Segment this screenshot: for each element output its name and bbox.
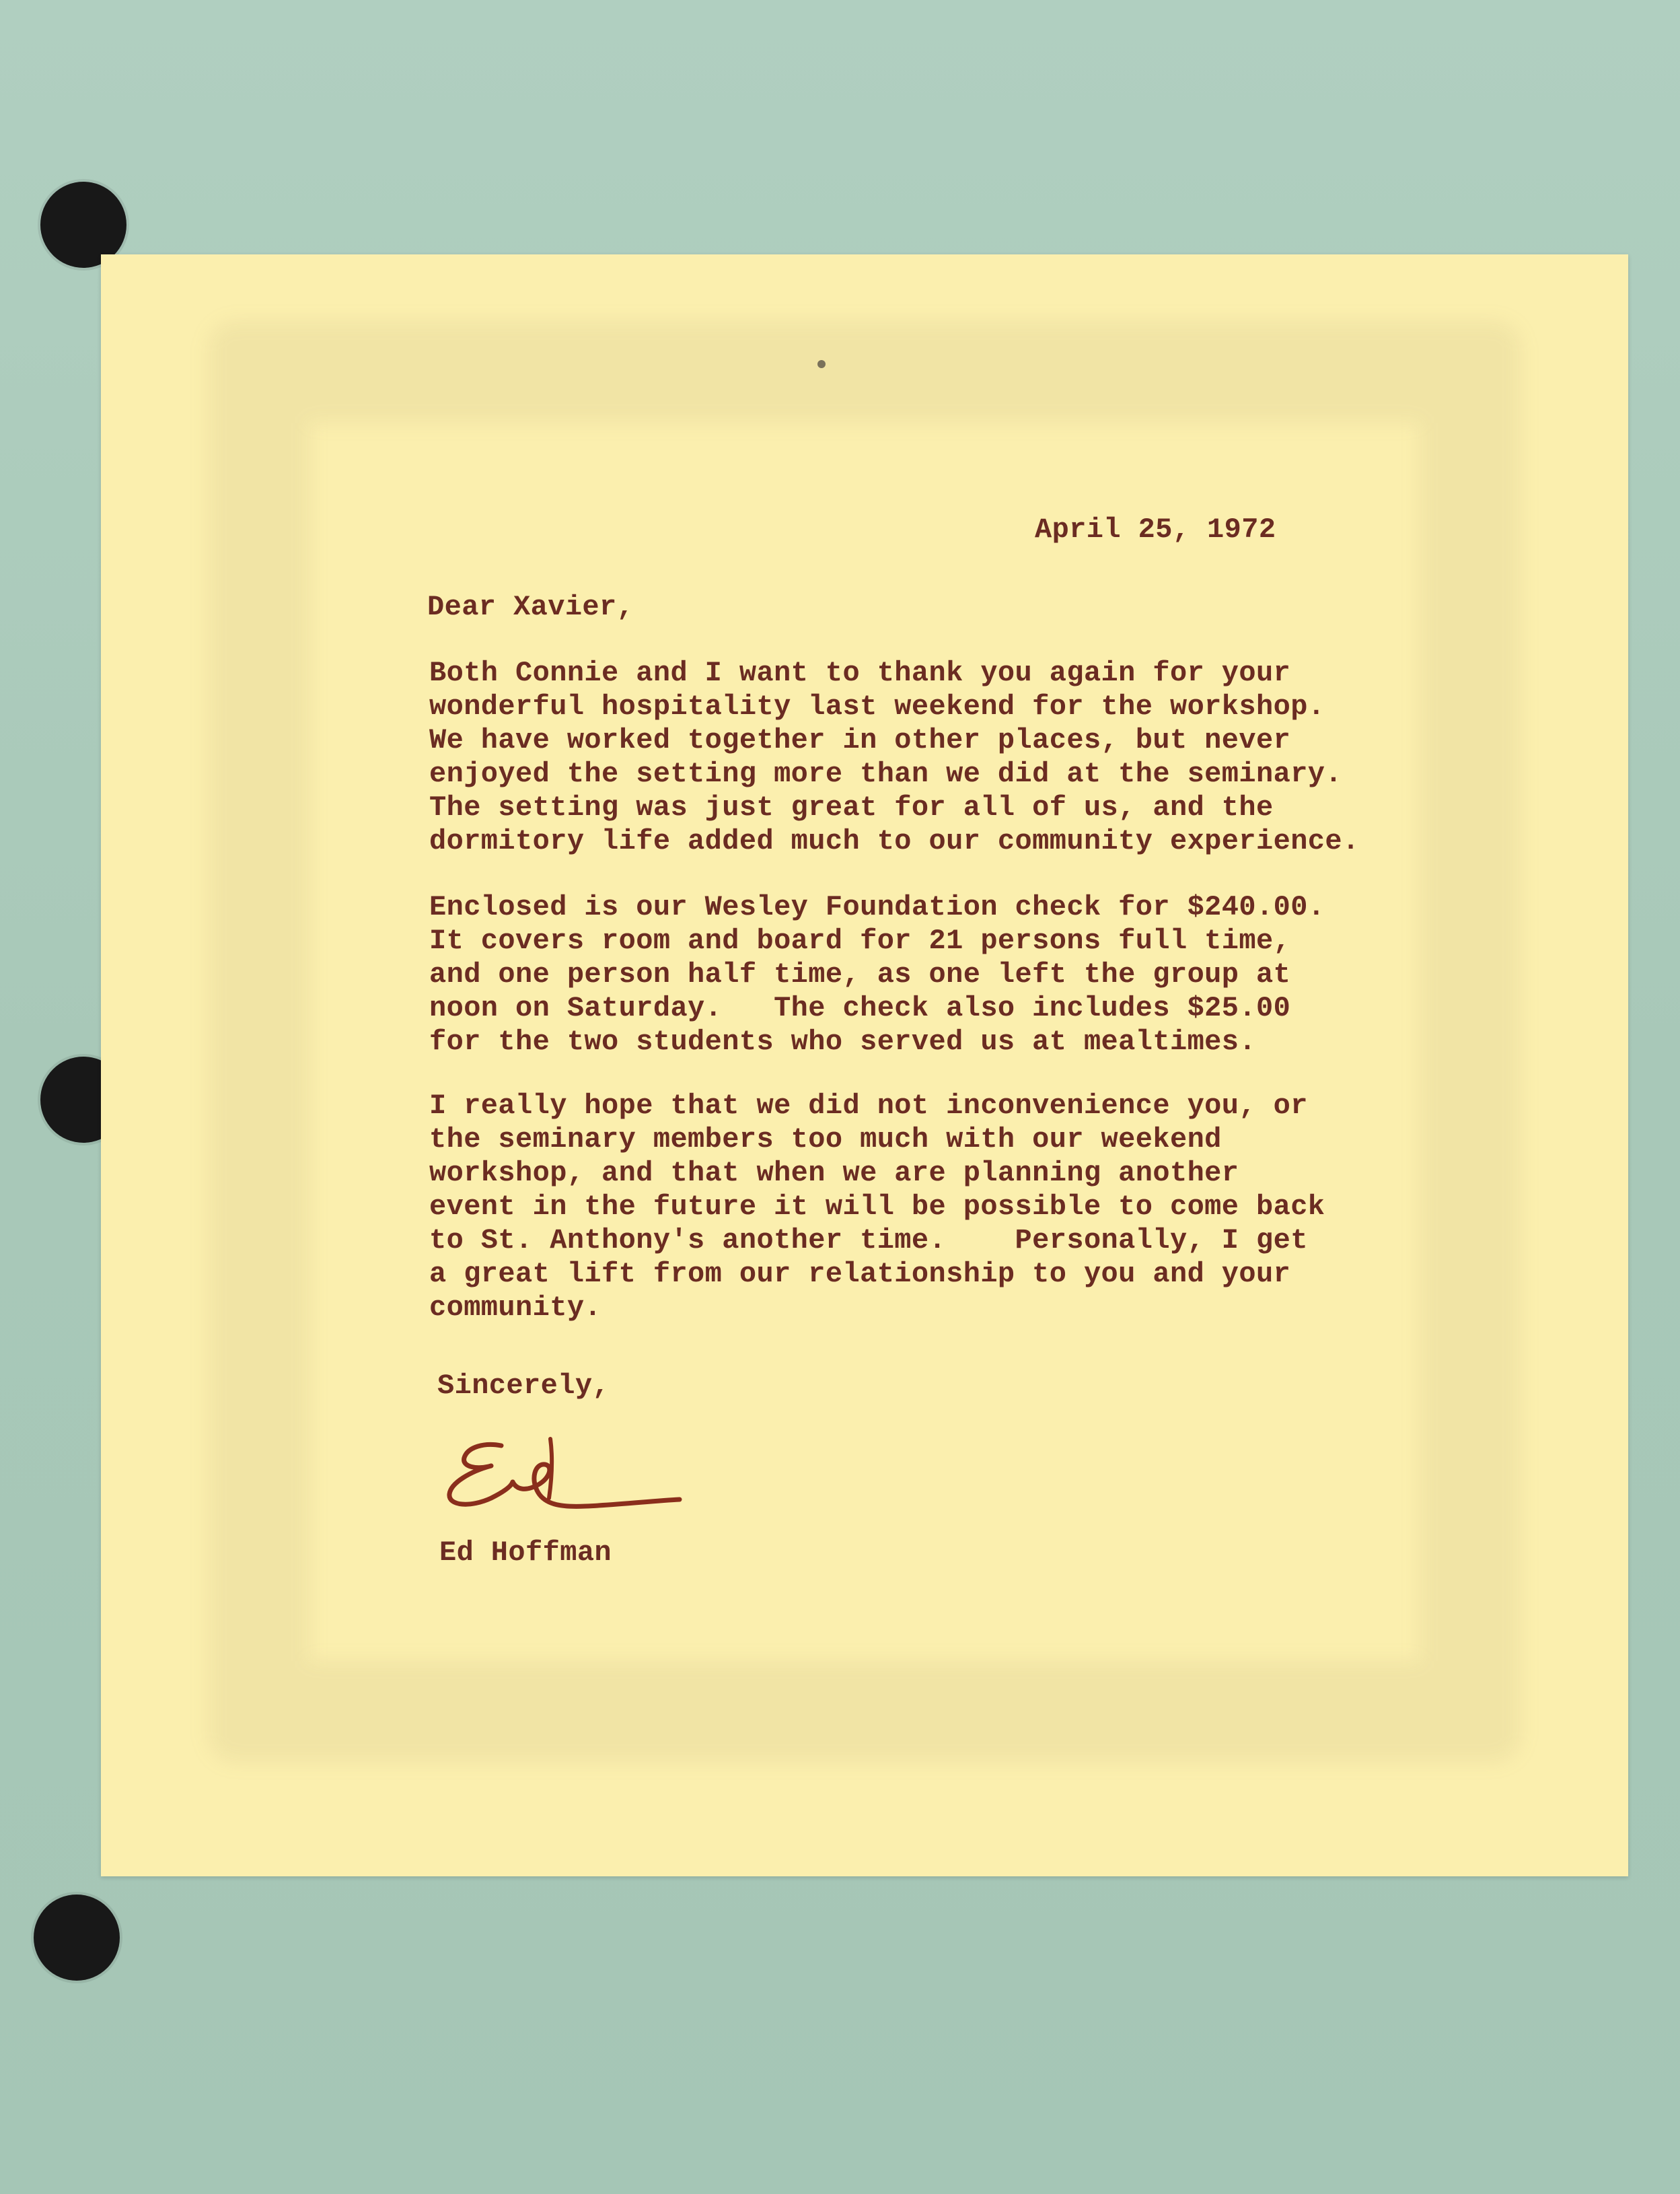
paragraph-1 [429,656,1360,858]
paragraph-line: noon on Saturday. The check also includes $25.00 [429,992,1291,1024]
paragraph-line: Enclosed is our Wesley Foundation check for $240.00. [429,891,1325,923]
paragraph-line: event in the future it will be possible to come back [429,1191,1325,1223]
closing: Sincerely, [437,1370,610,1402]
handwritten-signature [437,1425,686,1526]
paragraph-line: dormitory life added much to our community experience. [429,825,1360,857]
paragraph-line: enjoyed the setting more than we did at the seminary. [429,758,1343,790]
letter-date: April 25, 1972 [1035,514,1276,546]
salutation: Dear Xavier, [427,591,634,623]
letter-body [101,254,1628,1876]
paragraph-line: We have worked together in other places, but never [429,724,1291,756]
letter-paper [101,254,1628,1876]
paragraph-2 [429,890,1325,1059]
paragraph-3 [429,1089,1325,1324]
paragraph-line: a great lift from our relationship to you and your [429,1258,1291,1290]
paragraph-line: for the two students who served us at mealtimes. [429,1026,1256,1058]
paragraph-line: workshop, and that when we are planning another [429,1157,1239,1189]
paragraph-line: I really hope that we did not inconvenience you, or [429,1090,1308,1122]
paragraph-line: wonderful hospitality last weekend for the workshop. [429,691,1325,723]
signer-name: Ed Hoffman [439,1536,612,1569]
paragraph-line: Both Connie and I want to thank you again for your [429,657,1291,689]
paragraph-line: and one person half time, as one left the group at [429,958,1291,991]
paragraph-line: community. [429,1291,602,1324]
paragraph-line: the seminary members too much with our weekend [429,1123,1222,1156]
paragraph-line: It covers room and board for 21 persons full time, [429,925,1291,957]
paragraph-line: The setting was just great for all of us, and the [429,791,1274,824]
paragraph-line: to St. Anthony's another time. Personally, I get [429,1224,1308,1257]
punch-hole-bottom [34,1895,120,1981]
